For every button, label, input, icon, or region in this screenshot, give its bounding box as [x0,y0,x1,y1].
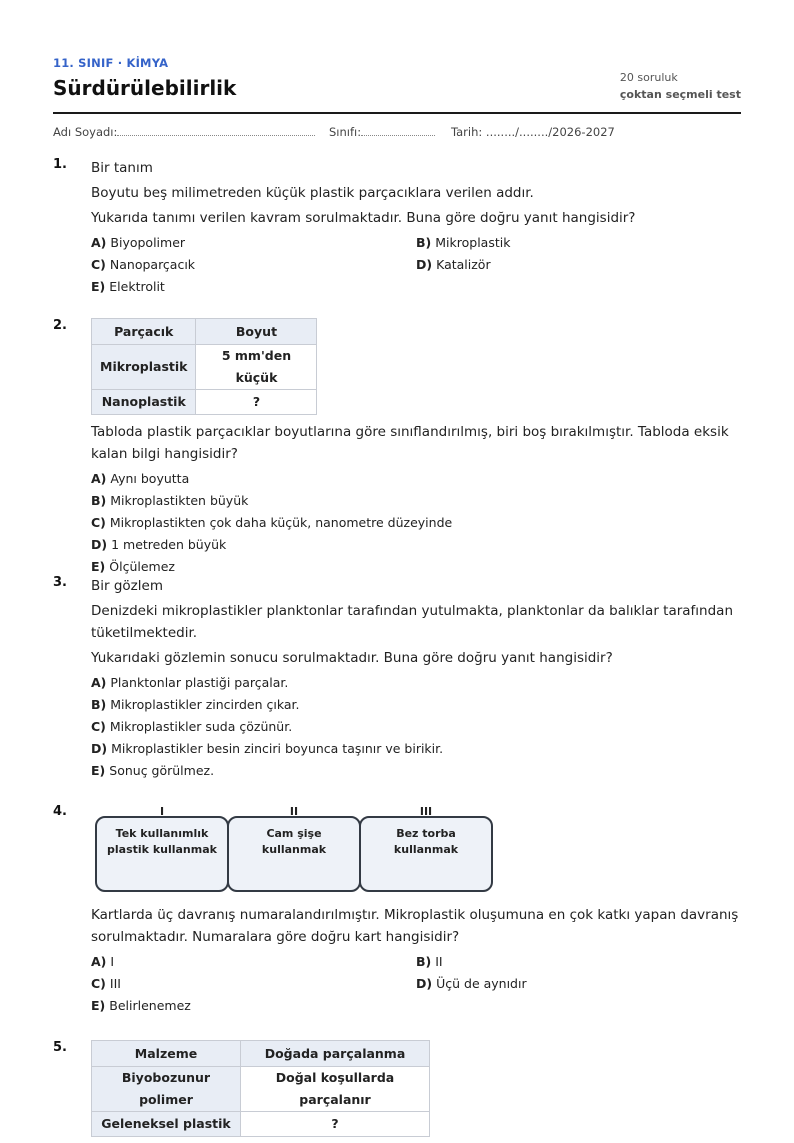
option-c[interactable]: C) Nanoparçacık [91,257,196,272]
option-a[interactable]: A) Planktonlar plastiği parçalar. [91,675,289,690]
table-row: Mikroplastik 5 mm'den küçük [92,345,317,390]
card-number: I [159,805,165,818]
card-number: III [419,805,433,818]
card-text: Tek kullanımlık plastik kullanmak [107,827,217,856]
name-field[interactable]: Adı Soyadı: [53,125,117,139]
question-number: 5. [53,1040,67,1055]
card-text: Cam şişe kullanmak [261,827,327,856]
option-a[interactable]: A) Biyopolimer [91,235,186,250]
table-row: Nanoplastik ? [92,390,317,415]
question-prompt: Tabloda plastik parçacıklar boyutlarına göre sınıflandırılmış, biri boş bırakılmıştır. Tabloda eksik kalan bilgi hangisidir? [91,424,729,462]
option-d[interactable]: D) Üçü de aynıdır [416,976,527,991]
worksheet [53,56,741,147]
question-definition: Boyutu beş milimetreden küçük plastik parçacıklara verilen addır. [91,185,534,201]
behavior-cards [91,800,741,896]
table-row: Biyobozunur polimer Doğal koşullarda parçalanır [92,1067,430,1112]
option-e[interactable]: E) Sonuç görülmez. [91,763,215,778]
table-header: Parçacık [92,319,196,345]
card-2 [227,805,361,892]
date-field[interactable]: Tarih: ......../......../2026-2027 [451,125,615,139]
table-header: Malzeme [92,1041,241,1067]
test-kind: çoktan seçmeli test [619,88,741,101]
option-a[interactable]: A) I [91,954,115,969]
student-info [53,125,741,147]
question-number: 2. [53,318,67,333]
card-3 [359,805,493,892]
question-number: 4. [53,804,67,819]
card-1 [95,805,229,892]
question-stem-title: Bir gözlem [91,578,163,594]
option-e[interactable]: E) Ölçülemez [91,559,175,574]
option-b[interactable]: B) Mikroplastik [416,235,511,250]
table-header: Doğada parçalanma [241,1041,430,1067]
option-d[interactable]: D) Katalizör [416,257,491,272]
question-observation: Denizdeki mikroplastikler planktonlar tarafından yutulmakta, planktonlar da balıklar tarafından tüketilmektedir. [91,603,734,641]
degradation-table [91,1040,430,1137]
option-c[interactable]: C) Mikroplastikten çok daha küçük, nanometre düzeyinde [91,515,453,530]
option-d[interactable]: D) 1 metreden büyük [91,537,227,552]
option-b[interactable]: B) II [416,954,443,969]
question-prompt: Yukarıdaki gözlemin sonucu sorulmaktadır. Buna göre doğru yanıt hangisidir? [91,650,613,666]
question-count: 20 soruluk [619,71,678,84]
header [53,56,741,114]
option-a[interactable]: A) Aynı boyutta [91,471,190,486]
question-prompt: Kartlarda üç davranış numaralandırılmıştır. Mikroplastik oluşumuna en çok katkı yapan davranış sorulmaktadır. Numaralara göre doğru kart hangisidir? [91,907,739,945]
question-number: 3. [53,575,67,590]
card-number: II [289,805,299,818]
option-c[interactable]: C) III [91,976,121,991]
table-header: Boyut [196,319,317,345]
card-text: Bez torba kullanmak [393,827,459,856]
size-table [91,318,317,415]
option-e[interactable]: E) Elektrolit [91,279,165,294]
option-b[interactable]: B) Mikroplastikler zincirden çıkar. [91,697,300,712]
option-d[interactable]: D) Mikroplastikler besin zinciri boyunca taşınır ve birikir. [91,741,444,756]
class-field[interactable]: Sınıfı: [329,125,361,139]
option-b[interactable]: B) Mikroplastikten büyük [91,493,249,508]
table-row: Geleneksel plastik ? [92,1112,430,1137]
question-prompt: Yukarıda tanımı verilen kavram sorulmaktadır. Buna göre doğru yanıt hangisidir? [91,210,636,226]
option-c[interactable]: C) Mikroplastikler suda çözünür. [91,719,293,734]
test-meta [620,71,741,101]
page-title: Sürdürülebilirlik [53,76,237,100]
subject-label: 11. SINIF · KİMYA [53,56,169,70]
question-number: 1. [53,157,67,172]
option-e[interactable]: E) Belirlenemez [91,998,191,1013]
question-stem-title: Bir tanım [91,160,153,176]
